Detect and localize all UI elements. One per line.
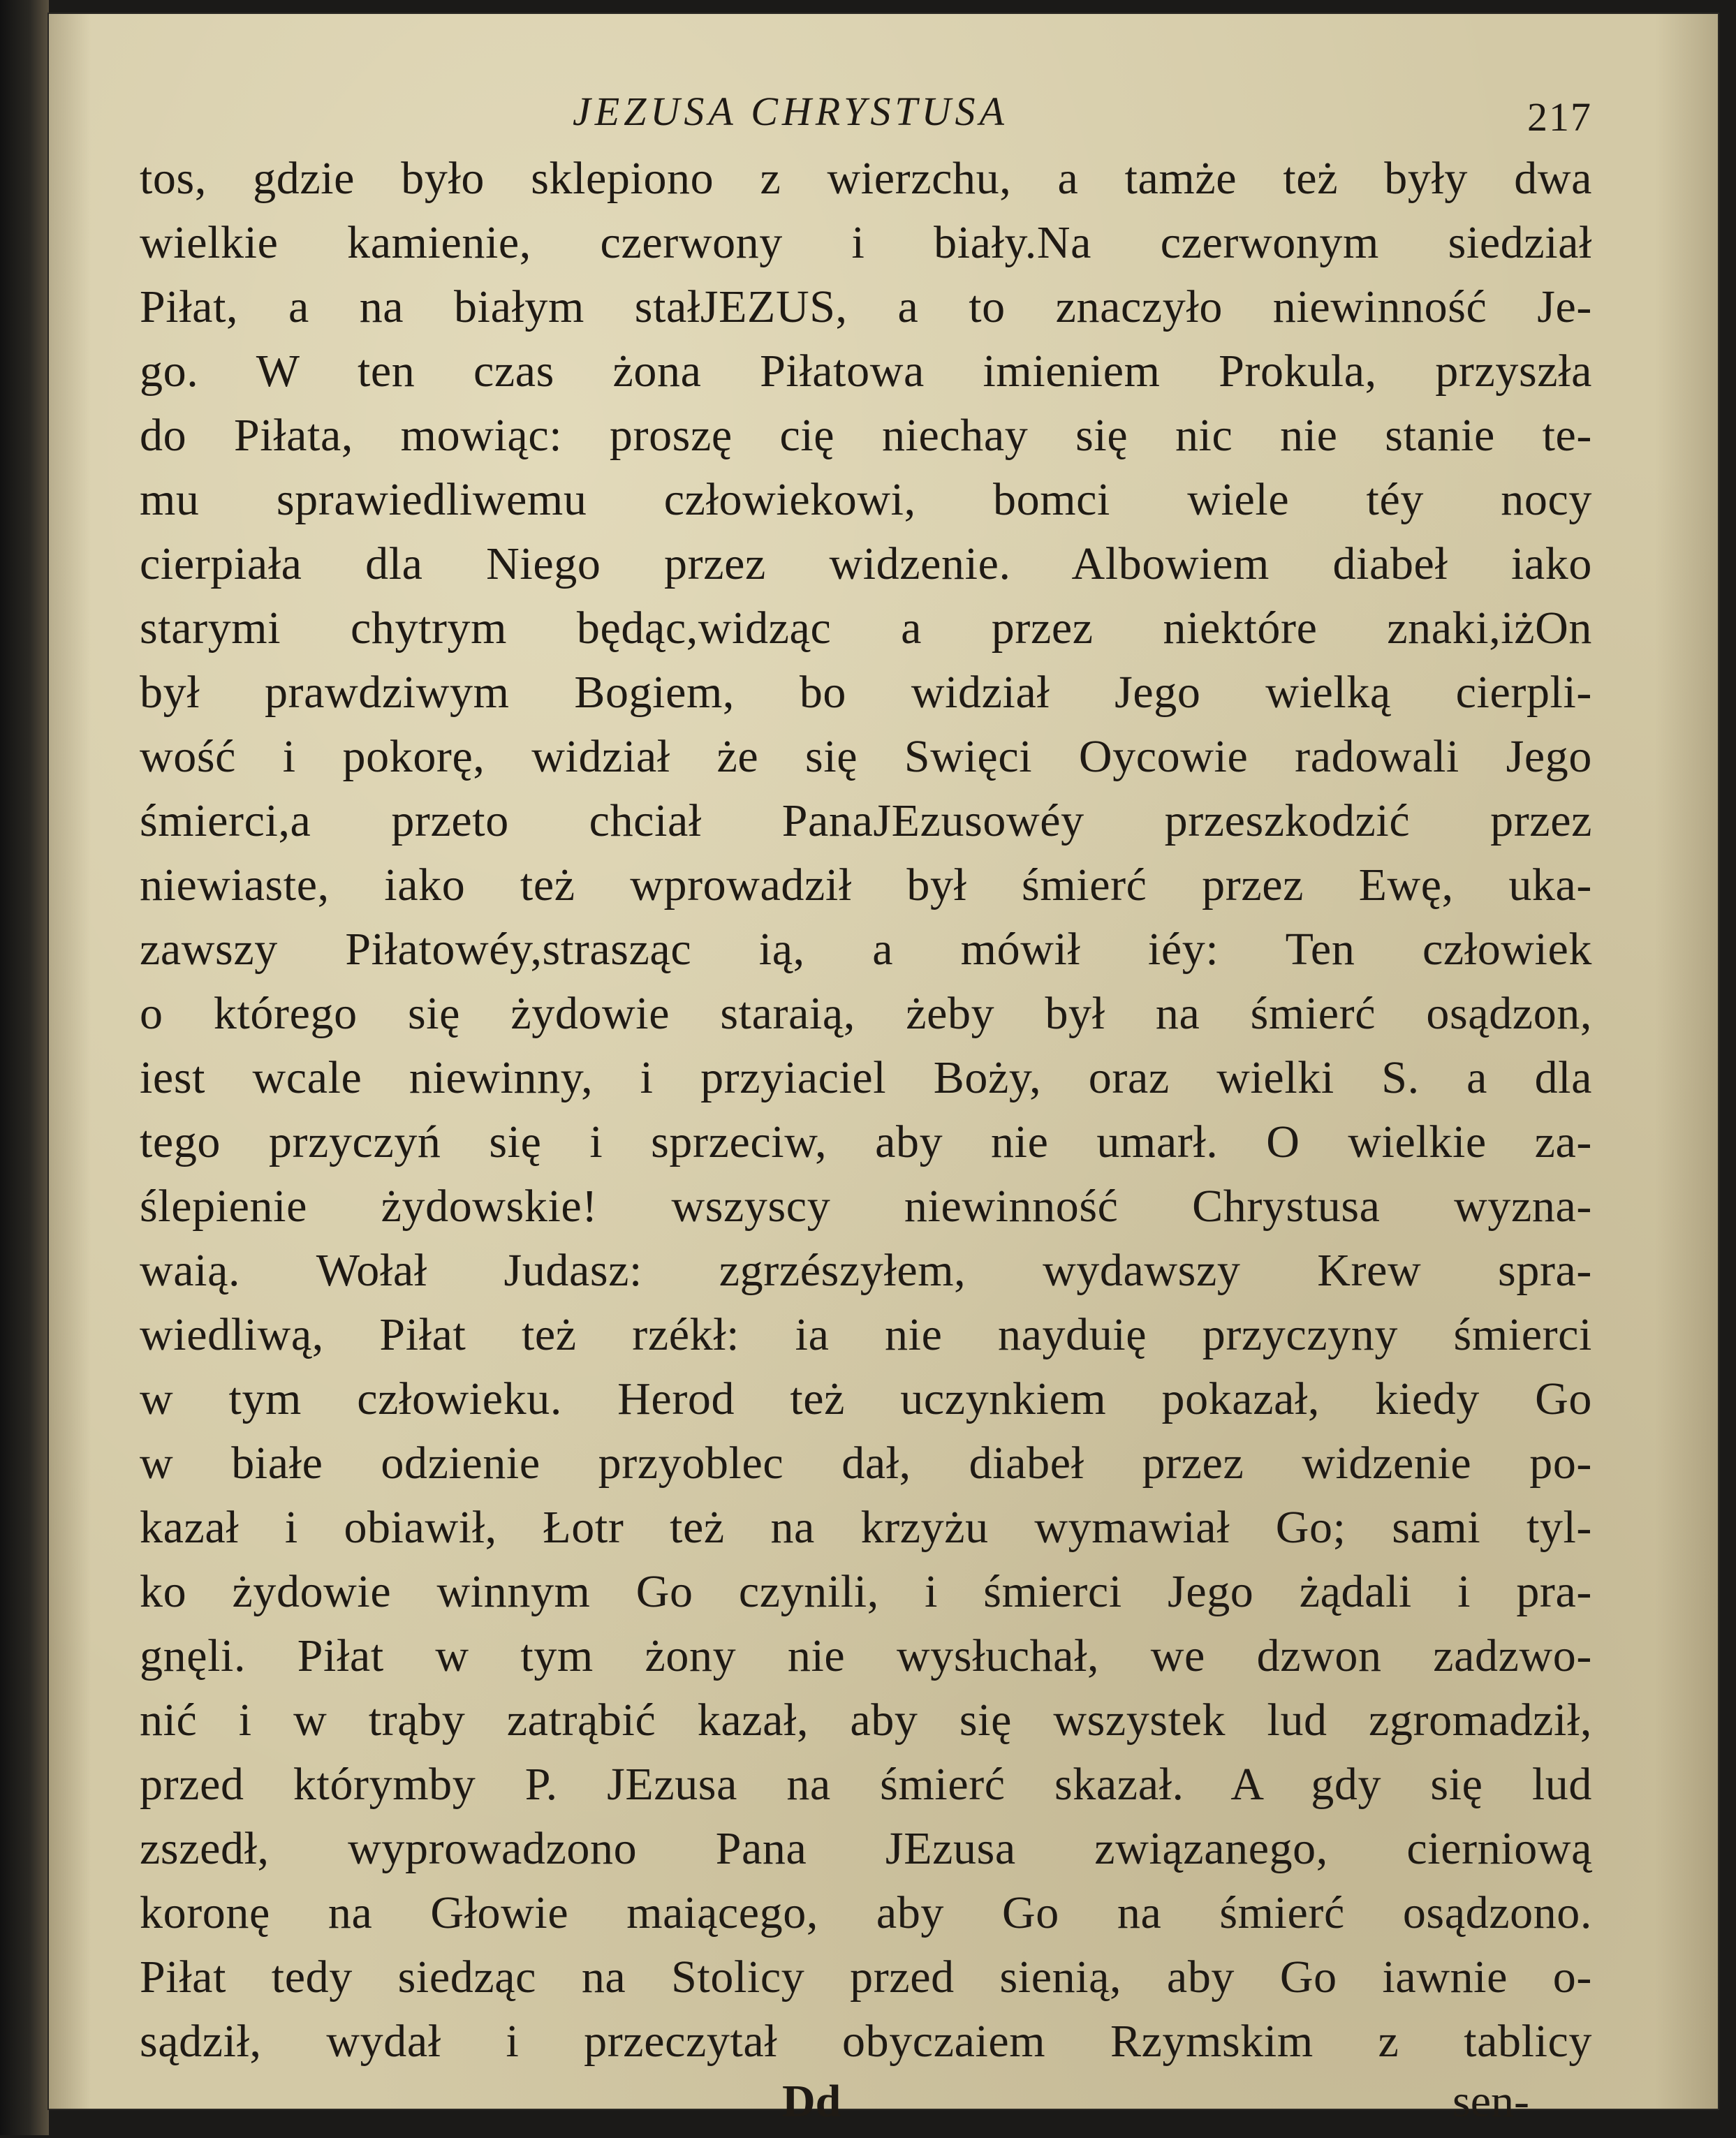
text-line: zszedł, wyprowadzono Pana JEzusa związanego, cierniową xyxy=(140,1823,1592,1874)
text-line: wielkie kamienie, czerwony i biały.Na czerwonym siedział xyxy=(140,217,1592,268)
page-footer xyxy=(140,2075,1592,2138)
text-line: ślepienie żydowskie! wszyscy niewinność Chrystusa wyzna- xyxy=(140,1181,1592,1232)
page-number: 217 xyxy=(1527,94,1592,140)
text-line: w tym człowieku. Herod też uczynkiem pokazał, kiedy Go xyxy=(140,1373,1592,1424)
text-line: tos, gdzie było sklepiono z wierzchu, a tamże też były dwa xyxy=(140,153,1592,204)
book-gutter xyxy=(0,0,49,2135)
page-header xyxy=(140,84,1592,147)
body-text xyxy=(140,147,1592,2074)
text-line: go. W ten czas żona Piłatowa imieniem Prokula, przyszła xyxy=(140,346,1592,397)
text-line: zawszy Piłatowéy,strasząc ią, a mówił iéy: Ten człowiek xyxy=(140,924,1592,975)
text-line: sądził, wydał i przeczytał obyczaiem Rzymskim z tablicy xyxy=(140,2016,1592,2067)
text-line: w białe odzienie przyoblec dał, diabeł przez widzenie po- xyxy=(140,1438,1592,1489)
signature-mark: Dd xyxy=(782,2076,841,2127)
catchword: sen- xyxy=(1452,2076,1529,2127)
text-line: iest wcale niewinny, i przyiaciel Boży, oraz wielki S. a dla xyxy=(140,1052,1592,1103)
text-line: starymi chytrym będąc,widząc a przez niektóre znaki,iżOn xyxy=(140,603,1592,654)
text-line: ko żydowie winnym Go czynili, i śmierci Jego żądali i pra- xyxy=(140,1566,1592,1617)
text-line: koronę na Głowie maiącego, aby Go na śmierć osądzono. xyxy=(140,1887,1592,1938)
text-line: niewiaste, iako też wprowadził był śmierć przez Ewę, uka- xyxy=(140,860,1592,911)
text-line: był prawdziwym Bogiem, bo widział Jego wielką cierpli- xyxy=(140,667,1592,718)
text-line: waią. Wołał Judasz: zgrzészyłem, wydawszy Krew spra- xyxy=(140,1245,1592,1296)
text-line: do Piłata, mowiąc: proszę cię niechay się nic nie stanie te- xyxy=(140,410,1592,461)
text-line: kazał i obiawił, Łotr też na krzyżu wymawiał Go; sami tyl- xyxy=(140,1502,1592,1553)
text-line: gnęli. Piłat w tym żony nie wysłuchał, we dzwon zadzwo- xyxy=(140,1630,1592,1681)
text-line: nić i w trąby zatrąbić kazał, aby się wszystek lud zgromadził, xyxy=(140,1695,1592,1746)
text-line: mu sprawiedliwemu człowiekowi, bomci wiele téy nocy xyxy=(140,474,1592,525)
text-line: wiedliwą, Piłat też rzékł: ia nie nayduię przyczyny śmierci xyxy=(140,1309,1592,1360)
running-title: JEZUSA CHRYSTUSA xyxy=(573,89,1008,134)
text-line: Piłat, a na białym stałJEZUS, a to znaczyło niewinność Je- xyxy=(140,281,1592,332)
text-line: o którego się żydowie staraią, żeby był na śmierć osądzon, xyxy=(140,988,1592,1039)
text-line: wość i pokorę, widział że się Swięci Oycowie radowali Jego xyxy=(140,731,1592,782)
text-line: tego przyczyń się i sprzeciw, aby nie umarł. O wielkie za- xyxy=(140,1116,1592,1167)
text-line: Piłat tedy siedząc na Stolicy przed sienią, aby Go iawnie o- xyxy=(140,1952,1592,2003)
text-block xyxy=(140,84,1592,2138)
text-line: przed którymby P. JEzusa na śmierć skazał. A gdy się lud xyxy=(140,1759,1592,1810)
text-line: cierpiała dla Niego przez widzenie. Albowiem diabeł iako xyxy=(140,538,1592,589)
text-line: śmierci,a przeto chciał PanaJEzusowéy przeszkodzić przez xyxy=(140,795,1592,846)
